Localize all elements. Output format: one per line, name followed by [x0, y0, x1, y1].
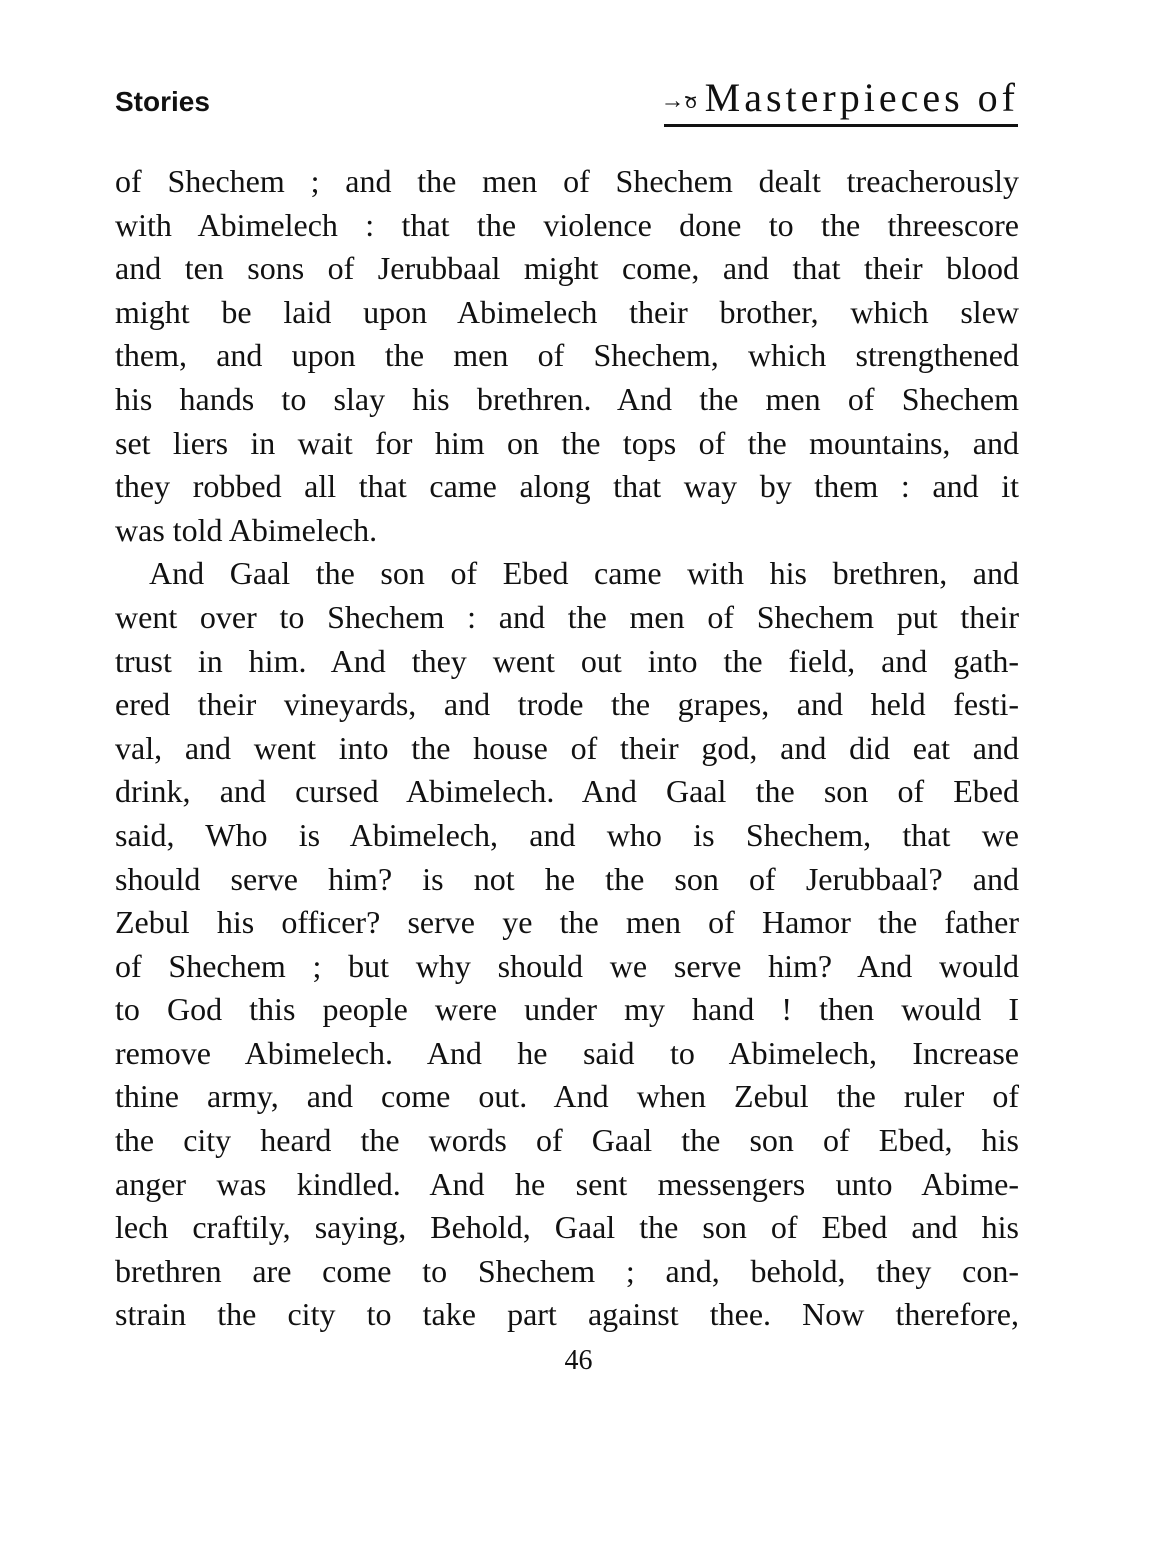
header-rule	[664, 124, 1018, 127]
text-line: And Gaal the son of Ebed came with his brethren, and	[149, 555, 1019, 592]
text-line: thine army, and come out. And when Zebul the ruler of	[115, 1078, 1019, 1115]
text-line: anger was kindled. And he sent messengers unto Abime-	[115, 1165, 1019, 1202]
text-line: was told Abimelech.	[115, 511, 378, 548]
running-head-left: Stories	[115, 86, 210, 117]
text-line: strain the city to take part against thee. Now therefore,	[115, 1296, 1019, 1333]
text-line: the city heard the words of Gaal the son of Ebed, his	[115, 1122, 1019, 1159]
text-line: drink, and cursed Abimelech. And Gaal the son of Ebed	[115, 773, 1019, 810]
text-line: might be laid upon Abimelech their brother, which slew	[115, 293, 1019, 330]
text-line: they robbed all that came along that way by them : and it	[115, 468, 1019, 505]
body-text	[115, 160, 1019, 1337]
text-line: lech craftily, saying, Behold, Gaal the son of Ebed and his	[115, 1209, 1019, 1246]
text-line: ered their vineyards, and trode the grapes, and held festi-	[115, 686, 1019, 723]
text-line: trust in him. And they went out into the field, and gath-	[115, 642, 1019, 679]
text-line: set liers in wait for him on the tops of the mountains, and	[115, 424, 1019, 461]
text-line: val, and went into the house of their god, and did eat and	[115, 729, 1019, 766]
text-line: Zebul his officer? serve ye the men of Hamor the father	[115, 904, 1019, 941]
text-line: of Shechem ; but why should we serve him? And would	[115, 947, 1019, 984]
text-line: his hands to slay his brethren. And the men of Shechem	[115, 380, 1019, 417]
page-number: 46	[564, 1345, 593, 1376]
text-line: them, and upon the men of Shechem, which strengthened	[115, 337, 1019, 374]
text-line: with Abimelech : that the violence done to the threescore	[115, 206, 1019, 243]
text-line: and ten sons of Jerubbaal might come, and that their blood	[115, 250, 1019, 287]
running-head-title: Masterpieces of	[704, 75, 1019, 120]
ornament-icon: →ჾ	[660, 88, 697, 115]
running-head-right	[597, 74, 1019, 121]
text-line: of Shechem ; and the men of Shechem dealt treacherously	[115, 163, 1019, 199]
text-line: to God this people were under my hand ! then would I	[115, 991, 1019, 1028]
text-line: remove Abimelech. And he said to Abimelech, Increase	[115, 1034, 1019, 1071]
text-line: brethren are come to Shechem ; and, behold, they con-	[115, 1252, 1019, 1289]
text-line: said, Who is Abimelech, and who is Shechem, that we	[115, 816, 1019, 853]
text-line: should serve him? is not he the son of Jerubbaal? and	[115, 860, 1019, 897]
text-line: went over to Shechem : and the men of Shechem put their	[115, 598, 1019, 635]
